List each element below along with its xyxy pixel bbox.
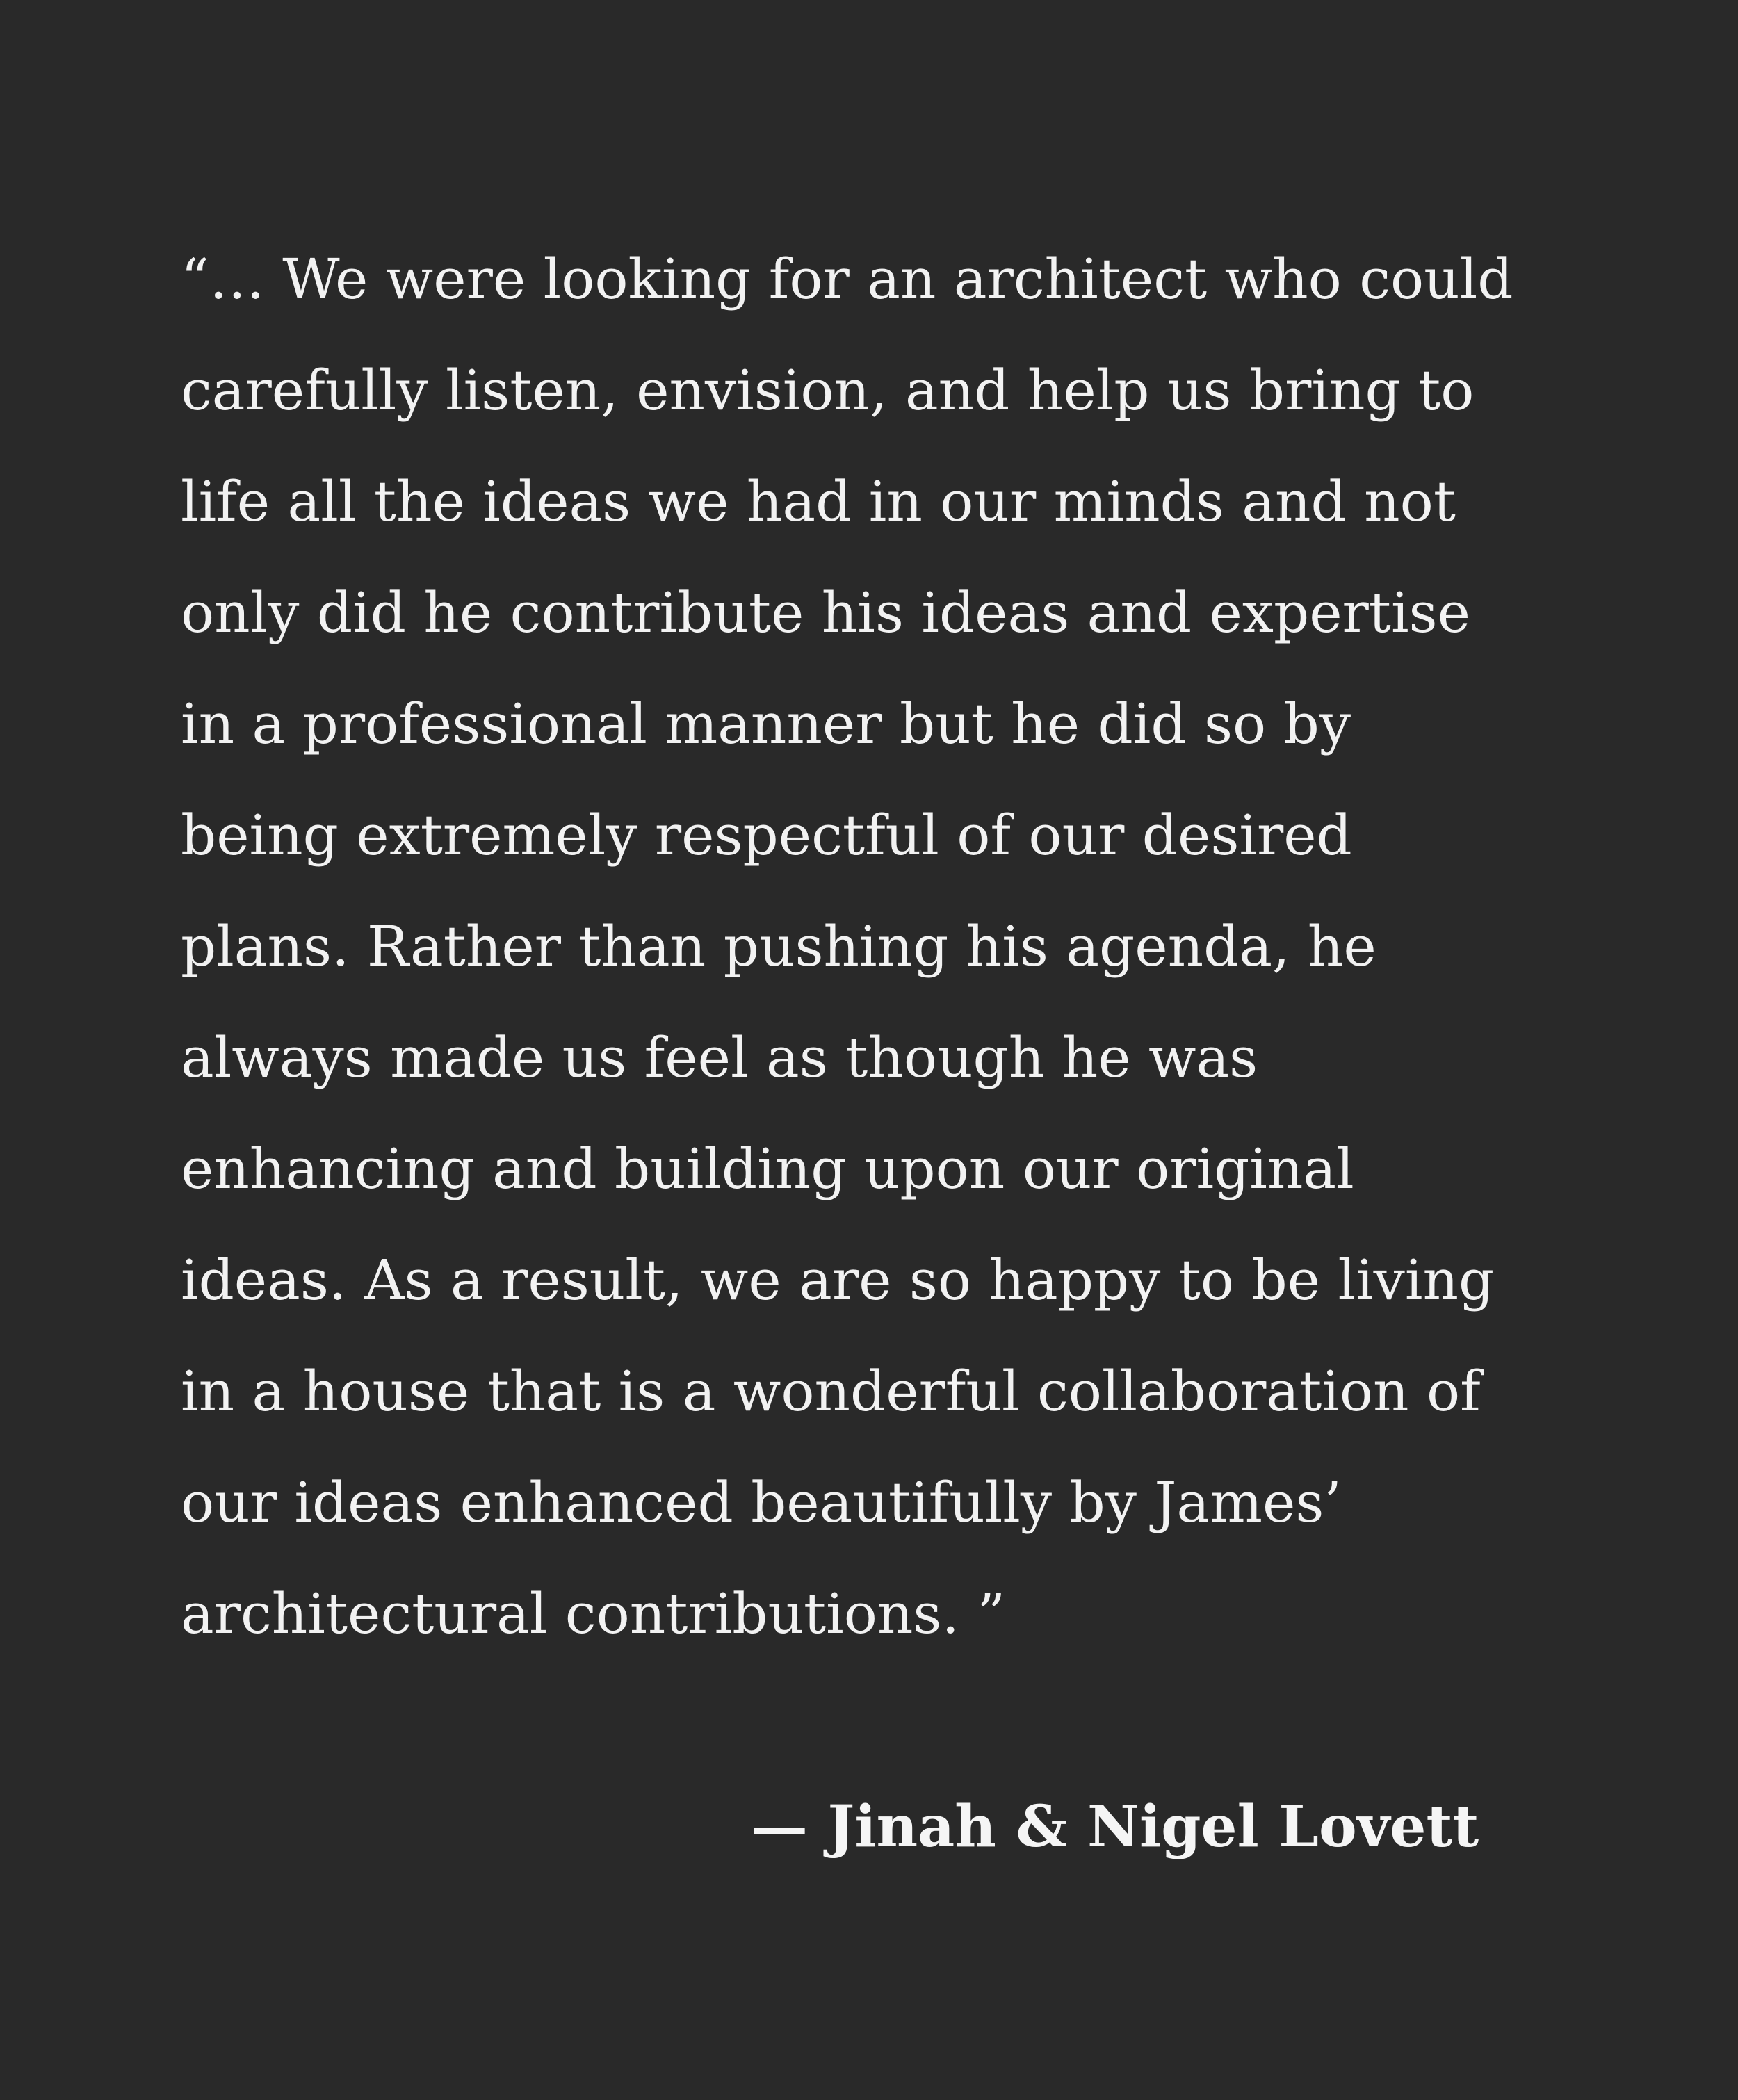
- quote-line: in a professional manner but he did so by: [181, 692, 1351, 756]
- quote-line: always made us feel as though he was: [181, 1025, 1258, 1090]
- testimonial-quote: [181, 224, 1513, 1670]
- quote-line: life all the ideas we had in our minds and not: [181, 469, 1456, 534]
- quote-line: being extremely respectful of our desired: [181, 803, 1352, 868]
- quote-line: carefully listen, envision, and help us bring to: [181, 358, 1475, 423]
- quote-line: “… We were looking for an architect who could: [181, 247, 1513, 311]
- quote-line: in a house that is a wonderful collaboration of: [181, 1359, 1481, 1424]
- testimonial-attribution: — Jinah & Nigel Lovett: [751, 1793, 1479, 1860]
- quote-line: plans. Rather than pushing his agenda, he: [181, 914, 1376, 979]
- quote-line: ideas. As a result, we are so happy to be living: [181, 1248, 1495, 1312]
- quote-line: only did he contribute his ideas and expertise: [181, 580, 1470, 645]
- quote-line: architectural contributions. ”: [181, 1581, 1006, 1646]
- quote-line: enhancing and building upon our original: [181, 1137, 1354, 1201]
- quote-line: our ideas enhanced beautifully by James’: [181, 1470, 1342, 1535]
